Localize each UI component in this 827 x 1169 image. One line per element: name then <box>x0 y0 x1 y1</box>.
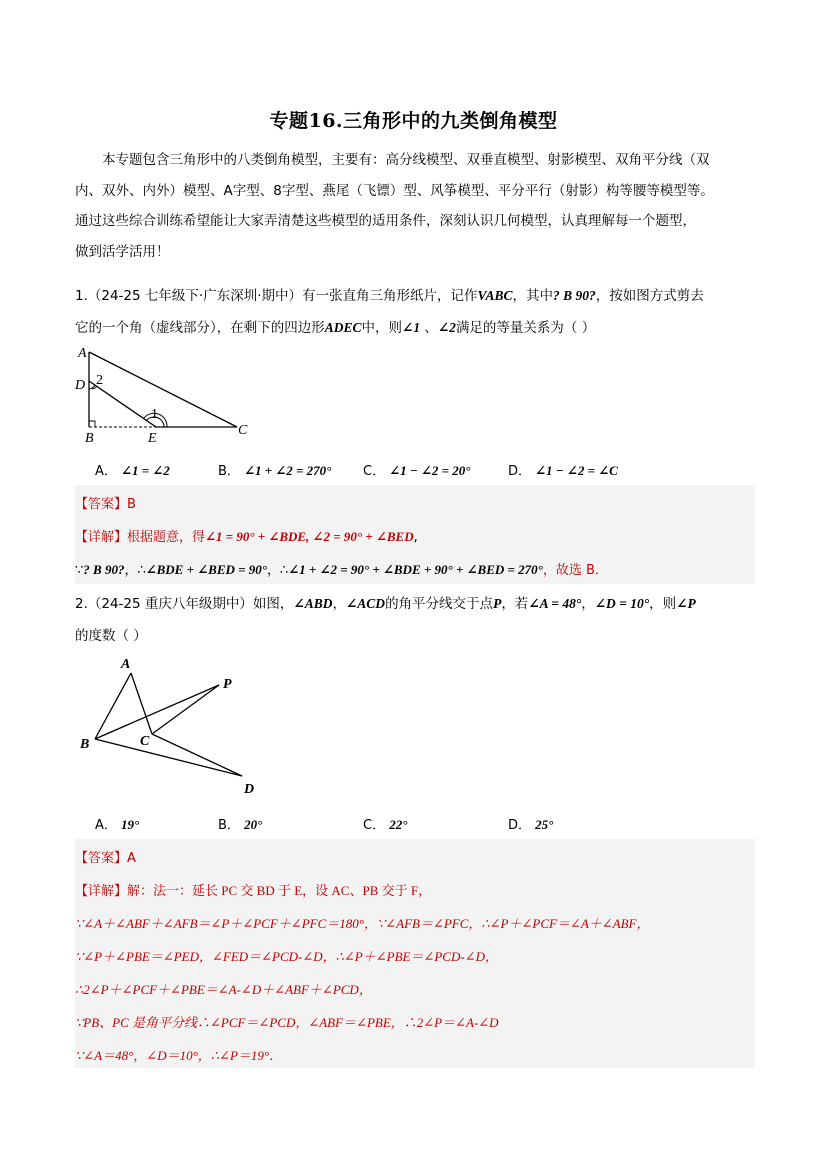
option-label: B． <box>218 464 240 479</box>
answer-value: B <box>127 497 136 512</box>
q1-text: 它的一个角（虚线部分），在剩下的四边形 <box>75 320 325 336</box>
q1-option-a[interactable] <box>95 460 170 479</box>
q2-math: ∠ABD <box>293 596 333 611</box>
q2-option-a[interactable] <box>95 814 139 833</box>
q2-option-d[interactable] <box>508 814 553 833</box>
q1-quadrilateral: ADEC <box>324 320 362 335</box>
option-text: ∠1 − ∠2 = 20° <box>389 463 471 478</box>
q2-math: ∠D = 10° <box>594 596 650 611</box>
q1-angle-2: ∠2 <box>437 320 456 335</box>
option-text: 25° <box>535 817 554 832</box>
q1-label-A: A <box>78 346 87 361</box>
answer-tag: 【答案】 <box>75 497 128 512</box>
q2-text: ， <box>332 596 346 612</box>
q2-math: ∠A = 48° <box>528 596 582 611</box>
q2-text: ，则 <box>649 596 677 612</box>
intro-line: 内、双外、内外）模型、A字型、8字型、燕尾（飞镖）型、风筝模型、平分平行（射影）构等腰等模型等。 <box>75 182 714 199</box>
detail-text: 根据题意，得 <box>127 530 206 545</box>
q2-seg-BD <box>95 739 242 776</box>
q2-stem-line1 <box>75 592 696 612</box>
q1-label-C: C <box>238 423 248 438</box>
option-label: D． <box>508 818 532 833</box>
q2-label-A: A <box>121 657 131 672</box>
q1-condition: ? B 90? <box>553 288 596 303</box>
q2-option-b[interactable] <box>218 814 262 833</box>
q2-detail-line2: ∵∠A＋∠ABF＋∠AFB＝∠P＋∠PCF＋∠PFC＝180°，∵∠AFB＝∠PFC，∴∠P＋∠PCF＝∠A＋∠ABF， <box>75 916 650 931</box>
detail-math: ∠1 = 90° + ∠BDE, ∠2 = 90° + ∠BED <box>205 529 414 544</box>
q2-seg-CD <box>152 734 242 776</box>
q2-detail-line6: ∵∠A＝48°，∠D＝10°，∴∠P＝19°． <box>75 1048 283 1063</box>
q2-detail-line3: ∵∠P＋∠PBE＝∠PED，∠FED＝∠PCD-∠D，∴∠P＋∠PBE＝∠PCD-∠D， <box>75 949 498 964</box>
q2-label-C: C <box>140 734 150 749</box>
q1-label-E: E <box>148 431 157 443</box>
option-label: C． <box>363 818 386 833</box>
q1-angle-1: ∠1 <box>402 320 421 335</box>
option-label: A． <box>95 818 117 833</box>
q2-math: P <box>493 596 502 611</box>
detail-text: 解：法一：延长 PC 交 BD 于 E，设 AC、PB 交于 F， <box>127 883 432 898</box>
q2-stem-line2: 的度数（ ） <box>75 628 147 644</box>
q2-math: ∠P <box>676 596 696 611</box>
option-label: B． <box>218 818 240 833</box>
detail-tag: 【详解】 <box>75 530 128 545</box>
intro-line: 做到活学活用！ <box>75 243 170 260</box>
option-label: A． <box>95 464 117 479</box>
q1-stem-line1 <box>75 284 704 304</box>
q2-seg-AC <box>131 673 152 734</box>
q2-text: ，若 <box>501 596 529 612</box>
q2-label-D: D <box>244 782 255 797</box>
q1-label-1: 1 <box>151 407 158 422</box>
detail-text: ，∴ <box>267 563 289 578</box>
q2-detail-line1 <box>75 880 431 899</box>
q1-text: 1.（24-25 七年级下·广东深圳·期中）有一张直角三角形纸片，记作 <box>75 288 478 304</box>
q2-text: ， <box>581 596 595 612</box>
option-text: ∠1 + ∠2 = 270° <box>244 463 332 478</box>
detail-math: ∠BDE + ∠BED = 90° <box>145 562 267 577</box>
q1-seg-AC <box>89 352 237 427</box>
q1-detail-line2 <box>75 559 608 578</box>
q2-text: 2.（24-25 重庆八年级期中）如图， <box>75 596 294 612</box>
option-text: ∠1 − ∠2 = ∠C <box>535 463 618 478</box>
answer-tag: 【答案】 <box>75 851 128 866</box>
option-text: 20° <box>244 817 263 832</box>
q2-label-P: P <box>223 677 232 692</box>
q2-label-B: B <box>80 737 90 752</box>
q1-figure <box>70 343 260 443</box>
q1-option-b[interactable] <box>218 460 331 479</box>
detail-text: , <box>413 530 418 545</box>
q2-option-c[interactable] <box>363 814 407 833</box>
q1-text: 、 <box>420 320 438 336</box>
option-text: ∠1 = ∠2 <box>121 463 170 478</box>
detail-text: ∵ <box>75 563 84 578</box>
q1-text: ，其中 <box>512 288 553 304</box>
q1-option-c[interactable] <box>363 460 471 479</box>
q2-answer <box>75 847 136 866</box>
q1-answer <box>75 493 136 512</box>
q1-stem-line2 <box>75 316 595 336</box>
answer-value: A <box>127 851 136 866</box>
q1-detail-line1 <box>75 526 418 545</box>
q2-text: 的角平分线交于点 <box>385 596 494 612</box>
q2-math: ∠ACD <box>345 596 386 611</box>
intro-line: 通过这些综合训练希望能让大家弄清楚这些模型的适用条件，深刻认识几何模型，认真理解每一个题型， <box>75 213 696 230</box>
intro-line: 本专题包含三角形中的八类倒角模型，主要有：高分线模型、双垂直模型、射影模型、双角平分线（双 <box>102 152 710 168</box>
detail-tag: 【详解】 <box>75 884 128 899</box>
option-label: C． <box>363 464 386 479</box>
q2-detail-line5: ∵PB、PC 是角平分线∴∠PCF＝∠PCD，∠ABF＝∠PBE，∴2∠P＝∠A-∠D <box>75 1015 499 1030</box>
q1-option-d[interactable] <box>508 460 618 479</box>
intro-paragraph <box>75 145 760 267</box>
q1-label-D: D <box>75 378 86 393</box>
detail-text: ，∴ <box>124 563 146 578</box>
option-text: 22° <box>389 817 408 832</box>
q1-text: 中，则 <box>361 320 403 336</box>
q2-figure <box>72 655 262 800</box>
detail-math: ∠1 + ∠2 = 90° + ∠BDE + 90° + ∠BED = 270° <box>288 562 543 577</box>
option-text: 19° <box>121 817 140 832</box>
page-title: 专题16.三角形中的九类倒角模型 <box>269 110 558 132</box>
q1-text: 满足的等量关系为（ ） <box>455 320 596 336</box>
q1-right-angle-mark <box>89 421 95 427</box>
q2-seg-BA <box>95 673 131 739</box>
q1-label-2: 2 <box>96 373 103 388</box>
option-label: D． <box>508 464 532 479</box>
q1-label-B: B <box>85 431 94 443</box>
q1-text: ，按如图方式剪去 <box>595 288 704 304</box>
detail-text: ，故选 B． <box>542 563 608 578</box>
detail-math: ? B 90? <box>83 562 125 577</box>
q2-detail-line4: ∴2∠P＋∠PCF＋∠PBE＝∠A-∠D＋∠ABF＋∠PCD， <box>75 982 372 997</box>
q1-triangle: VABC <box>477 288 513 303</box>
